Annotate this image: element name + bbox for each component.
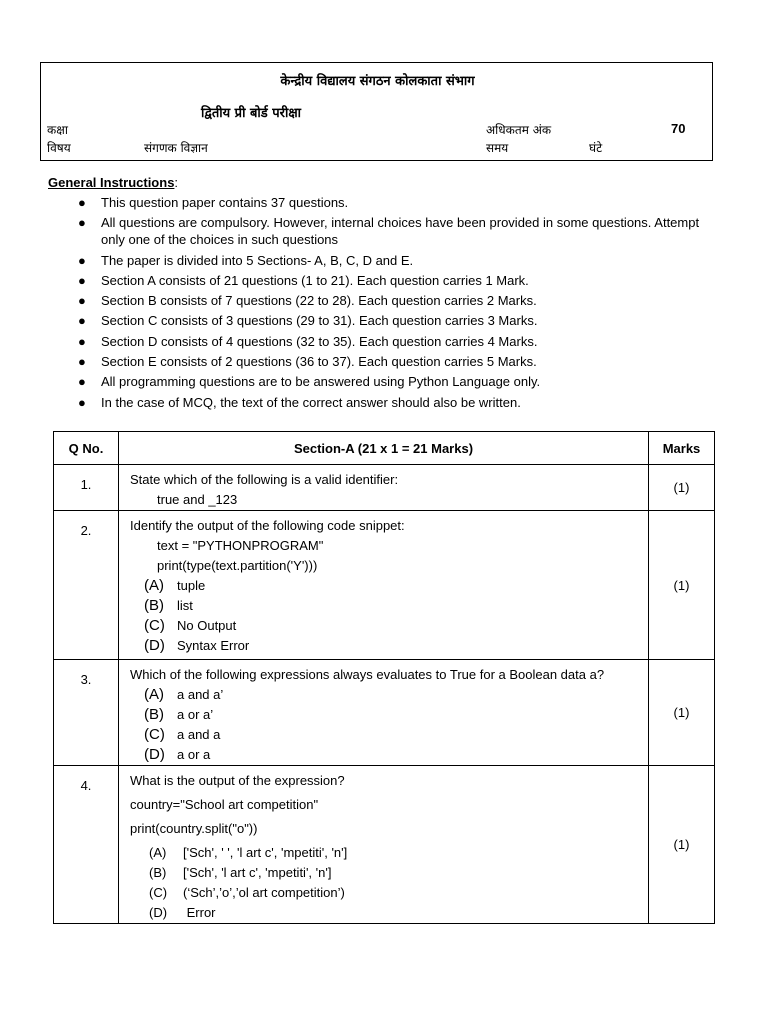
bullet-icon: ● (78, 252, 86, 268)
instruction-text: Section B consists of 7 questions (22 to 28). Each question carries 2 Marks. (101, 293, 537, 309)
option-label: (B) (144, 706, 164, 723)
question-body (119, 465, 649, 511)
list-item (78, 194, 718, 211)
option-label: (D) (144, 746, 165, 763)
option-b (130, 596, 640, 616)
option-c (130, 616, 640, 636)
table-row (54, 465, 715, 511)
instruction-text: Section C consists of 3 questions (29 to 31). Each question carries 3 Marks. (101, 313, 538, 329)
list-item (78, 333, 718, 350)
code-line: print(type(text.partition('Y'))) (157, 558, 318, 573)
option-text: list (177, 598, 193, 613)
qno-header: Q No. (54, 432, 119, 465)
question-number: 4. (54, 766, 119, 924)
code-line: print(country.split("o")) (130, 821, 258, 836)
max-marks-label: अधिकतम अंक (486, 123, 552, 137)
list-item (78, 394, 718, 411)
table-row (54, 766, 715, 924)
question-text: Identify the output of the following code snippet: (130, 518, 405, 533)
option-text: a or a (177, 747, 211, 762)
option-c (130, 725, 640, 745)
option-text: tuple (177, 578, 206, 593)
list-item (78, 312, 718, 329)
option-label: (D) (144, 637, 165, 654)
option-a (130, 843, 640, 863)
bullet-icon: ● (78, 293, 86, 309)
question-table (53, 431, 715, 924)
table-row (54, 660, 715, 766)
option-d (130, 636, 640, 656)
option-label: (A) (144, 577, 164, 594)
option-text: a and a (177, 727, 221, 742)
option-d (130, 903, 640, 923)
question-number: 2. (54, 511, 119, 660)
instruction-text: All programming questions are to be answered using Python Language only. (101, 374, 541, 390)
option-a (130, 685, 640, 705)
code-line: text = "PYTHONPROGRAM" (157, 538, 324, 553)
option-label: (C) (144, 617, 165, 634)
subject-value: संगणक विज्ञान (144, 141, 208, 155)
option-label: (A) (149, 845, 167, 860)
question-body (119, 511, 649, 660)
exam-header-box (40, 62, 713, 161)
bullet-icon: ● (78, 333, 86, 349)
question-text: What is the output of the expression? (130, 773, 345, 788)
instruction-text: Section D consists of 4 questions (32 to 35). Each question carries 4 Marks. (101, 333, 538, 349)
option-label: (B) (144, 597, 164, 614)
list-item (78, 214, 718, 248)
instruction-text: In the case of MCQ, the text of the correct answer should also be written. (101, 394, 521, 410)
instruction-text: The paper is divided into 5 Sections- A, B, C, D and E. (101, 252, 414, 268)
instruction-text: All questions are compulsory. However, internal choices have been provided in some questions. Attempt only one of the choices in such questions (101, 215, 700, 248)
option-text: a and a’ (177, 687, 224, 702)
list-item (78, 373, 718, 390)
question-marks: (1) (649, 766, 715, 924)
time-label: समय (486, 141, 509, 155)
question-body (119, 766, 649, 924)
list-item (78, 292, 718, 309)
table-header-row (54, 432, 715, 465)
question-marks: (1) (649, 660, 715, 766)
list-item (78, 272, 718, 289)
code-line: country="School art competition" (130, 797, 319, 812)
bullet-icon: ● (78, 195, 86, 210)
question-body (119, 660, 649, 766)
list-item (78, 252, 718, 269)
option-a (130, 576, 640, 596)
option-d (130, 745, 640, 765)
exam-title: द्वितीय प्री बोर्ड परीक्षा (201, 106, 302, 121)
list-item (78, 353, 718, 370)
question-text: Which of the following expressions always evaluates to True for a Boolean data a? (130, 667, 605, 682)
option-text: Error (183, 905, 216, 920)
option-b (130, 705, 640, 725)
class-label: कक्षा (47, 123, 68, 137)
option-label: (D) (149, 905, 168, 920)
option-label: (C) (149, 885, 168, 900)
instruction-text: Section A consists of 21 questions (1 to 21). Each question carries 1 Mark. (101, 272, 529, 288)
bullet-icon: ● (78, 272, 86, 288)
option-label: (A) (144, 686, 164, 703)
option-text: Syntax Error (177, 638, 250, 653)
code-line: true and _123 (157, 492, 238, 507)
option-label: (C) (144, 726, 165, 743)
max-marks-value: 70 (671, 121, 686, 136)
marks-header: Marks (649, 432, 715, 465)
option-c (130, 883, 640, 903)
question-marks: (1) (649, 511, 715, 660)
option-b (130, 863, 640, 883)
question-number: 1. (54, 465, 119, 511)
bullet-icon: ● (78, 215, 86, 231)
question-text: State which of the following is a valid identifier: (130, 472, 399, 487)
option-label: (B) (149, 865, 167, 880)
instruction-text: Section E consists of 2 questions (36 to 37). Each question carries 5 Marks. (101, 354, 537, 370)
option-text: ['Sch', ' ', 'l art c', 'mpetiti', 'n'] (183, 845, 348, 860)
instructions-title (48, 175, 178, 190)
hours-label: घंटे (589, 141, 603, 155)
instructions-list (78, 194, 718, 414)
option-text: (‘Sch’,’o’,’ol art competition’) (183, 885, 345, 900)
option-text: a or a’ (177, 707, 214, 722)
bullet-icon: ● (78, 354, 86, 370)
subject-label: विषय (47, 141, 71, 155)
bullet-icon: ● (78, 394, 86, 410)
section-header: Section-A (21 x 1 = 21 Marks) (119, 432, 649, 465)
organization-title: केन्द्रीय विद्यालय संगठन कोलकाता संभाग (280, 74, 475, 89)
instruction-text: This question paper contains 37 questions. (101, 195, 349, 210)
instructions-title-text: General Instructions (48, 175, 175, 190)
bullet-icon: ● (78, 313, 86, 329)
option-text: No Output (177, 618, 237, 633)
question-marks: (1) (649, 465, 715, 511)
table-row (54, 511, 715, 660)
question-number: 3. (54, 660, 119, 766)
option-text: ['Sch', 'l art c', 'mpetiti', 'n'] (183, 865, 332, 880)
instructions-title-colon: : (174, 175, 179, 190)
bullet-icon: ● (78, 374, 86, 390)
